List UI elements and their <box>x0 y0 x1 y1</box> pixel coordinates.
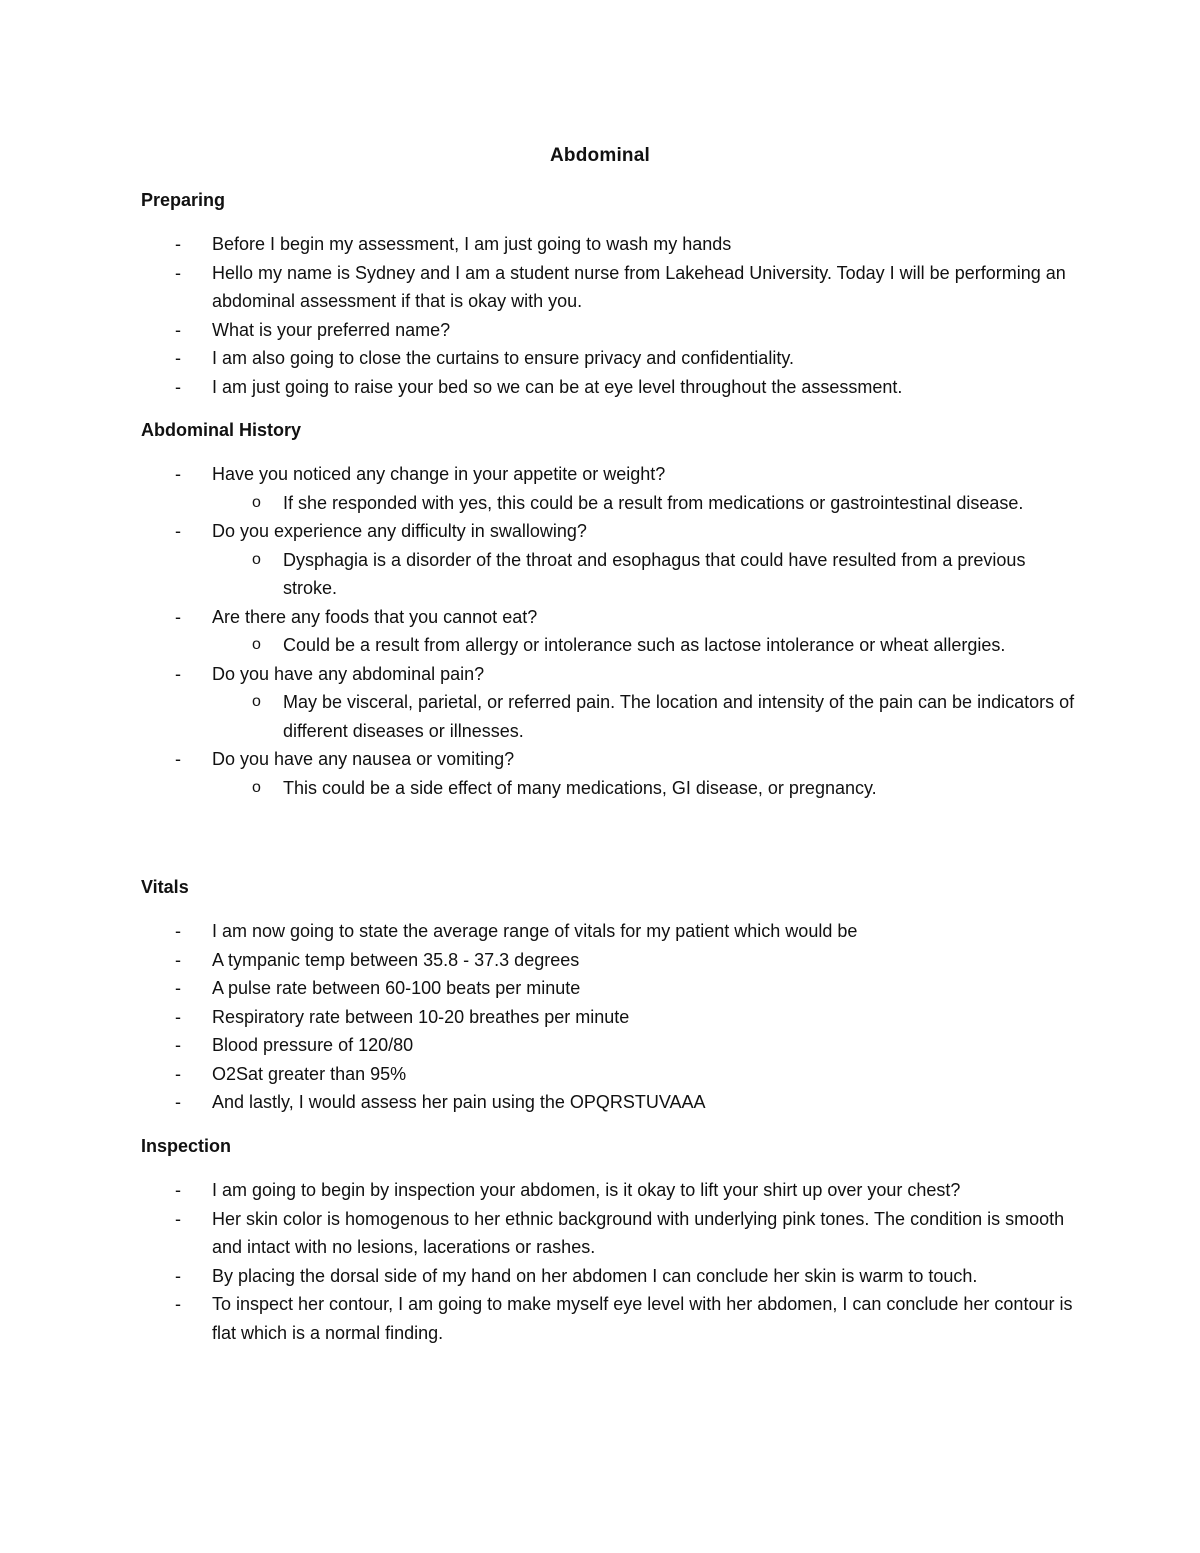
list-item-text: Are there any foods that you cannot eat? <box>212 606 538 627</box>
dash-marker: - <box>175 663 181 684</box>
section-vitals <box>141 873 1081 1117</box>
sub-list-item <box>212 489 1081 518</box>
list-item <box>141 316 1081 345</box>
list-item-text: I am going to begin by inspection your abdomen, is it okay to lift your shirt up over your chest? <box>212 1180 961 1200</box>
dash-marker: - <box>175 1180 181 1200</box>
list-item-text: And lastly, I would assess her pain using the OPQRSTUVAAA <box>212 1092 706 1112</box>
list-item-text: By placing the dorsal side of my hand on her abdomen I can conclude her skin is warm to touch. <box>212 1265 978 1286</box>
circle-marker: o <box>252 493 261 511</box>
dash-marker: - <box>175 1208 181 1229</box>
list-item-text: What is your preferred name? <box>212 319 451 340</box>
sub-list <box>212 688 1081 745</box>
sub-list <box>212 774 1081 803</box>
sub-list-item <box>212 631 1081 660</box>
dash-marker: - <box>175 348 181 368</box>
sub-list <box>212 546 1081 603</box>
list-item <box>141 660 1081 746</box>
list-item-text: O2Sat greater than 95% <box>212 1063 407 1084</box>
circle-marker: o <box>252 693 261 710</box>
dash-marker: - <box>175 262 181 283</box>
section-heading: Abdominal History <box>141 420 302 440</box>
list-item-text: A pulse rate between 60-100 beats per minute <box>212 978 581 998</box>
list-item <box>141 974 1081 1003</box>
circle-marker: o <box>252 550 261 568</box>
list-item-text: Her skin color is homogenous to her ethnic background with underlying pink tones. The condition is smooth and intact with no lesions, lacerations or rashes. <box>212 1208 1065 1257</box>
circle-marker: o <box>252 636 261 653</box>
list-item <box>141 230 1081 259</box>
bullet-list <box>141 460 1081 802</box>
list-item-text: A tympanic temp between 35.8 - 37.3 degrees <box>212 949 580 970</box>
sub-list-item-text: If she responded with yes, this could be a result from medications or gastrointestinal disease. <box>283 492 1024 513</box>
dash-marker: - <box>175 376 181 397</box>
list-item-text: Do you have any nausea or vomiting? <box>212 749 515 769</box>
section-heading: Inspection <box>141 1136 232 1156</box>
sub-list-item-text: May be visceral, parietal, or referred pain. The location and intensity of the pain can be indicators of different diseases or illnesses. <box>283 692 1075 741</box>
list-item-text: Hello my name is Sydney and I am a student nurse from Lakehead University. Today I will be performing an abdominal assessment if that is okay with you. <box>212 262 1066 311</box>
bullet-list <box>141 230 1081 401</box>
dash-marker: - <box>175 1006 181 1027</box>
sub-list-item <box>212 546 1081 603</box>
section-heading: Preparing <box>141 190 226 210</box>
section-heading: Vitals <box>141 877 189 897</box>
circle-marker: o <box>252 778 261 796</box>
list-item <box>141 460 1081 517</box>
bullet-list <box>141 917 1081 1117</box>
list-item <box>141 1060 1081 1089</box>
list-item <box>141 1205 1081 1262</box>
dash-marker: - <box>175 521 181 541</box>
list-item-text: To inspect her contour, I am going to make myself eye level with her abdomen, I can conclude her contour is flat which is a normal finding. <box>212 1294 1073 1343</box>
dash-marker: - <box>175 1265 181 1286</box>
sub-list <box>212 489 1081 518</box>
list-item <box>141 373 1081 402</box>
sub-list-item-text: Dysphagia is a disorder of the throat and esophagus that could have resulted from a previous stroke. <box>283 549 1026 598</box>
list-item <box>141 1088 1081 1117</box>
dash-marker: - <box>175 749 181 769</box>
list-item-text: I am now going to state the average range of vitals for my patient which would be <box>212 921 858 941</box>
dash-marker: - <box>175 978 181 998</box>
sub-list <box>212 631 1081 660</box>
list-item <box>141 259 1081 316</box>
bullet-list <box>141 1176 1081 1347</box>
list-item <box>141 745 1081 802</box>
list-item <box>141 946 1081 975</box>
section-preparing <box>141 186 1081 401</box>
list-item-text: I am just going to raise your bed so we can be at eye level throughout the assessment. <box>212 376 903 397</box>
list-item-text: Blood pressure of 120/80 <box>212 1035 414 1055</box>
list-item-text: I am also going to close the curtains to ensure privacy and confidentiality. <box>212 348 794 368</box>
dash-marker: - <box>175 234 181 254</box>
list-item <box>141 517 1081 603</box>
list-item <box>141 917 1081 946</box>
list-item <box>141 1003 1081 1032</box>
document-title: Abdominal <box>550 145 650 166</box>
section-inspection <box>141 1132 1081 1347</box>
dash-marker: - <box>175 949 181 970</box>
dash-marker: - <box>175 606 181 627</box>
list-item-text: Do you experience any difficulty in swallowing? <box>212 521 587 541</box>
list-item-text: Do you have any abdominal pain? <box>212 663 485 684</box>
list-item <box>141 1262 1081 1291</box>
sub-list-item <box>212 688 1081 745</box>
list-item <box>141 344 1081 373</box>
list-item <box>141 1031 1081 1060</box>
dash-marker: - <box>175 921 181 941</box>
sub-list-item <box>212 774 1081 803</box>
list-item <box>141 1176 1081 1205</box>
list-item <box>141 1290 1081 1347</box>
section-abdominal-history <box>141 416 1081 802</box>
sub-list-item-text: This could be a side effect of many medications, GI disease, or pregnancy. <box>283 777 877 798</box>
list-item-text: Respiratory rate between 10-20 breathes per minute <box>212 1006 630 1027</box>
dash-marker: - <box>175 1294 181 1314</box>
list-item-text: Have you noticed any change in your appetite or weight? <box>212 464 666 484</box>
dash-marker: - <box>175 1092 181 1112</box>
sub-list-item-text: Could be a result from allergy or intolerance such as lactose intolerance or wheat allergies. <box>283 635 1006 655</box>
dash-marker: - <box>175 1063 181 1084</box>
dash-marker: - <box>175 319 181 340</box>
list-item <box>141 603 1081 660</box>
dash-marker: - <box>175 1035 181 1055</box>
dash-marker: - <box>175 464 181 484</box>
list-item-text: Before I begin my assessment, I am just going to wash my hands <box>212 234 732 254</box>
